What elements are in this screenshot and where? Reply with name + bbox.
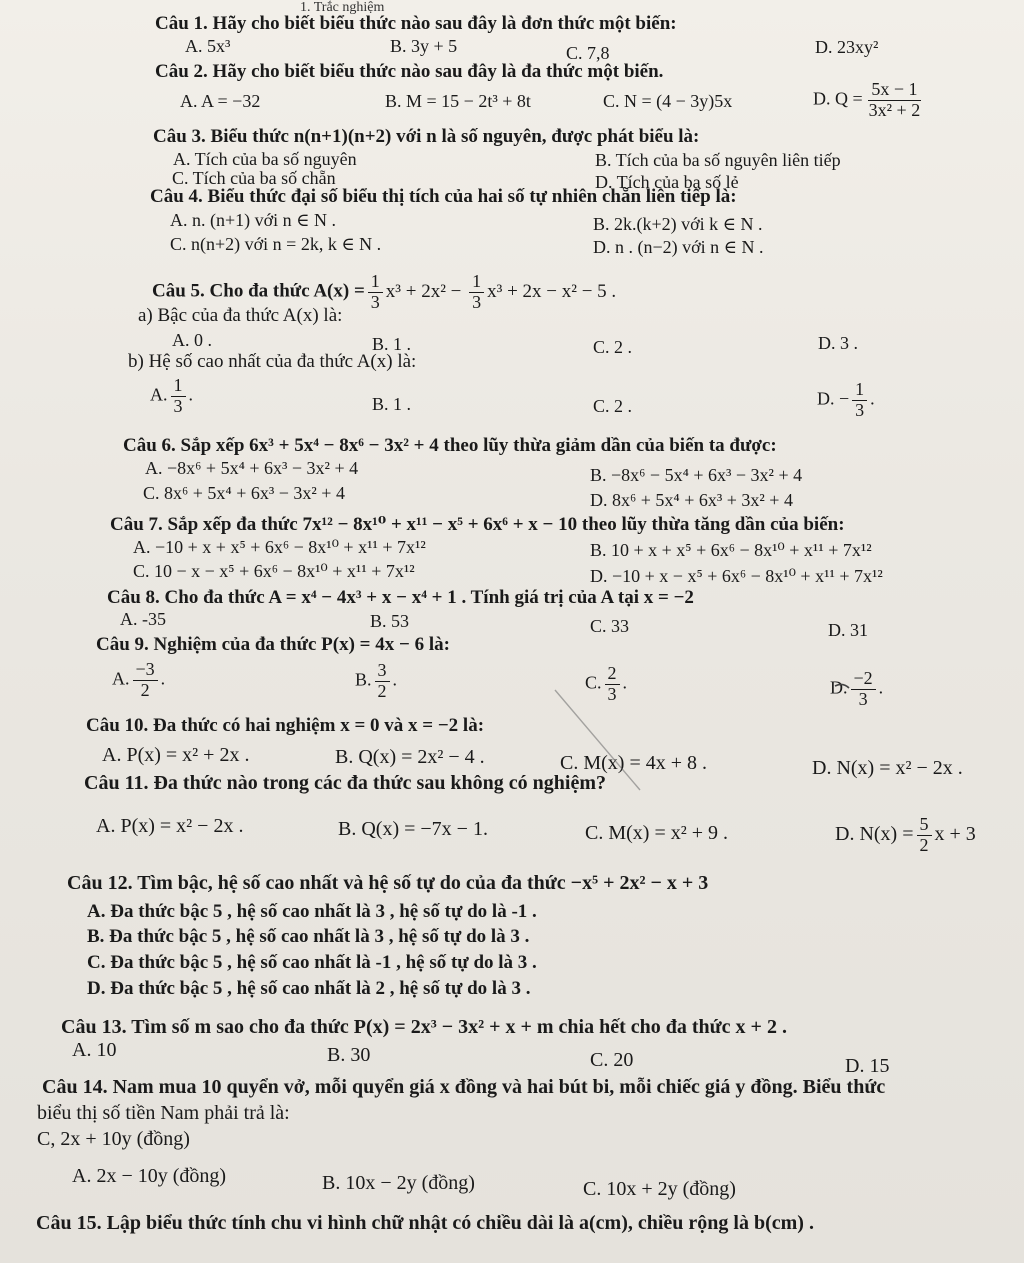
- q10-option-b: B. Q(x) = 2x² − 4 .: [335, 746, 485, 768]
- q8-option-d: D. 31: [828, 620, 868, 640]
- q11-option-d: D. N(x) = $\frac{5}{2}$ x + 3: [835, 814, 976, 855]
- q5a-option-c: C. 2 .: [593, 337, 633, 357]
- q6-option-b: B. −8x⁶ − 5x⁴ + 6x³ − 3x² + 4: [590, 465, 803, 485]
- q11-option-a: A. P(x) = x² − 2x .: [96, 815, 244, 837]
- q1-option-a: A. 5x³: [185, 36, 231, 56]
- question-1-stem: Câu 1. Hãy cho biết biểu thức nào sau đây là đơn thức một biến:: [155, 13, 677, 34]
- q3-option-d: D. Tích của ba số lẻ: [595, 172, 739, 192]
- question-9-stem: Câu 9. Nghiệm của đa thức P(x) = 4x − 6 là:: [96, 634, 450, 655]
- q12-option-b: B. Đa thức bậc 5 , hệ số cao nhất là 3 , hệ số tự do là 3 .: [87, 926, 530, 947]
- q10-option-a: A. P(x) = x² + 2x .: [102, 744, 250, 766]
- question-14-stem-line1: Câu 14. Nam mua 10 quyển vở, mỗi quyển giá x đồng và hai bút bi, mỗi chiếc giá y đồng. Biểu thức: [42, 1076, 886, 1098]
- q7-option-b: B. 10 + x + x⁵ + 6x⁶ − 8x¹⁰ + x¹¹ + 7x¹²: [590, 540, 872, 560]
- question-5-stem: Câu 5. Cho đa thức A(x) = $\frac{1}{3}$ x³ + 2x² − $\frac{1}{3}$ x³ + 2x − x² − 5 .: [152, 271, 617, 312]
- q7-option-a: A. −10 + x + x⁵ + 6x⁶ − 8x¹⁰ + x¹¹ + 7x¹²: [133, 537, 426, 557]
- q4-option-c: C. n(n+2) với n = 2k, k ∈ N .: [170, 234, 382, 254]
- q14-handwritten-answer: C, 2x + 10y (đồng): [37, 1128, 190, 1150]
- q13-option-c: C. 20: [590, 1049, 634, 1071]
- q4-option-a: A. n. (n+1) với n ∈ N .: [170, 210, 336, 230]
- question-7-stem: Câu 7. Sắp xếp đa thức 7x¹² − 8x¹⁰ + x¹¹ − x⁵ + 6x⁶ + x − 10 theo lũy thừa tăng dần của biến:: [110, 514, 845, 535]
- q5a-subquestion: a) Bậc của đa thức A(x) là:: [138, 305, 343, 326]
- q9-option-a: A. $\frac{-3}{2}$ .: [112, 659, 166, 700]
- q3-option-b: B. Tích của ba số nguyên liên tiếp: [595, 150, 841, 170]
- q4-option-d: D. n . (n−2) với n ∈ N .: [593, 237, 764, 257]
- q2-option-b: B. M = 15 − 2t³ + 8t: [385, 91, 531, 111]
- question-14-stem-line2: biểu thị số tiền Nam phải trả là:: [37, 1102, 290, 1124]
- q7-option-c: C. 10 − x − x⁵ + 6x⁶ − 8x¹⁰ + x¹¹ + 7x¹²: [133, 561, 415, 581]
- question-13-stem: Câu 13. Tìm số m sao cho đa thức P(x) = 2x³ − 3x² + x + m chia hết cho đa thức x + 2 .: [61, 1016, 787, 1038]
- question-10-stem: Câu 10. Đa thức có hai nghiệm x = 0 và x = −2 là:: [86, 715, 485, 736]
- q9-option-c: C. $\frac{2}{3}$ .: [585, 663, 628, 704]
- q6-option-c: C. 8x⁶ + 5x⁴ + 6x³ − 3x² + 4: [143, 483, 345, 503]
- q10-option-d: D. N(x) = x² − 2x .: [812, 757, 963, 779]
- q1-option-d: D. 23xy²: [815, 37, 879, 57]
- header-fragment: 1. Trắc nghiệm: [300, 0, 385, 15]
- q10-option-c: C. M(x) = 4x + 8 .: [560, 752, 708, 774]
- q14-option-c: C. 10x + 2y (đồng): [583, 1178, 736, 1200]
- q12-option-a: A. Đa thức bậc 5 , hệ số cao nhất là 3 , hệ số tự do là -1 .: [87, 901, 537, 922]
- q3-option-a: A. Tích của ba số nguyên: [173, 149, 357, 169]
- q9-option-b: B. $\frac{3}{2}$ .: [355, 660, 398, 701]
- q5b-option-d: D. − $\frac{1}{3}$ .: [817, 379, 875, 420]
- q5a-option-d: D. 3 .: [818, 333, 858, 353]
- q8-option-a: A. -35: [120, 609, 166, 629]
- question-2-stem: Câu 2. Hãy cho biết biểu thức nào sau đây là đa thức một biến.: [155, 61, 664, 82]
- q12-option-d: D. Đa thức bậc 5 , hệ số cao nhất là 2 , hệ số tự do là 3 .: [87, 978, 531, 999]
- q5b-subquestion: b) Hệ số cao nhất của đa thức A(x) là:: [128, 351, 417, 372]
- q2-option-d: D. Q = $\frac{5x - 1}{\text{3x² + 2}}$: [813, 79, 921, 120]
- q5b-option-b: B. 1 .: [372, 394, 412, 414]
- q11-option-b: B. Q(x) = −7x − 1.: [338, 818, 488, 840]
- q8-option-b: B. 53: [370, 611, 410, 631]
- q13-option-b: B. 30: [327, 1044, 371, 1066]
- q2-option-a: A. A = −32: [180, 91, 261, 111]
- q3-option-c: C. Tích của ba số chẵn: [172, 168, 336, 188]
- q2-option-c: C. N = (4 − 3y)5x: [603, 91, 733, 111]
- question-11-stem: Câu 11. Đa thức nào trong các đa thức sau không có nghiệm?: [84, 772, 607, 794]
- question-6-stem: Câu 6. Sắp xếp 6x³ + 5x⁴ − 8x⁶ − 3x² + 4 theo lũy thừa giảm dần của biến ta được:: [123, 435, 777, 456]
- question-15-stem: Câu 15. Lập biểu thức tính chu vi hình chữ nhật có chiều dài là a(cm), chiều rộng là b(cm) .: [36, 1212, 814, 1234]
- q4-option-b: B. 2k.(k+2) với k ∈ N .: [593, 214, 763, 234]
- question-3-stem: Câu 3. Biểu thức n(n+1)(n+2) với n là số nguyên, được phát biểu là:: [153, 126, 700, 147]
- question-12-stem: Câu 12. Tìm bậc, hệ số cao nhất và hệ số tự do của đa thức −x⁵ + 2x² − x + 3: [67, 872, 709, 894]
- q12-option-c: C. Đa thức bậc 5 , hệ số cao nhất là -1 , hệ số tự do là 3 .: [87, 952, 537, 973]
- q14-option-a: A. 2x − 10y (đồng): [72, 1165, 227, 1187]
- q13-option-a: A. 10: [72, 1039, 117, 1061]
- q9-option-d: D. $\frac{-2}{3}$ .: [830, 668, 884, 709]
- q1-option-c: C. 7,8: [566, 43, 610, 63]
- q5b-option-c: C. 2 .: [593, 396, 633, 416]
- q5a-option-a: A. 0 .: [172, 330, 212, 350]
- question-4-stem: Câu 4. Biểu thức đại số biểu thị tích của hai số tự nhiên chẵn liên tiếp là:: [150, 186, 737, 207]
- q1-option-b: B. 3y + 5: [390, 36, 458, 56]
- q8-option-c: C. 33: [590, 616, 630, 636]
- question-8-stem: Câu 8. Cho đa thức A = x⁴ − 4x³ + x − x⁴ + 1 . Tính giá trị của A tại x = −2: [107, 587, 694, 608]
- q5a-option-b: B. 1 .: [372, 334, 412, 354]
- q7-option-d: D. −10 + x − x⁵ + 6x⁶ − 8x¹⁰ + x¹¹ + 7x¹²: [590, 566, 883, 586]
- q14-option-b: B. 10x − 2y (đồng): [322, 1172, 475, 1194]
- q5b-option-a: A. $\frac{1}{3}$ .: [150, 375, 193, 416]
- q6-option-a: A. −8x⁶ + 5x⁴ + 6x³ − 3x² + 4: [145, 458, 359, 478]
- q11-option-c: C. M(x) = x² + 9 .: [585, 822, 728, 844]
- q6-option-d: D. 8x⁶ + 5x⁴ + 6x³ + 3x² + 4: [590, 490, 793, 510]
- q13-option-d: D. 15: [845, 1055, 890, 1077]
